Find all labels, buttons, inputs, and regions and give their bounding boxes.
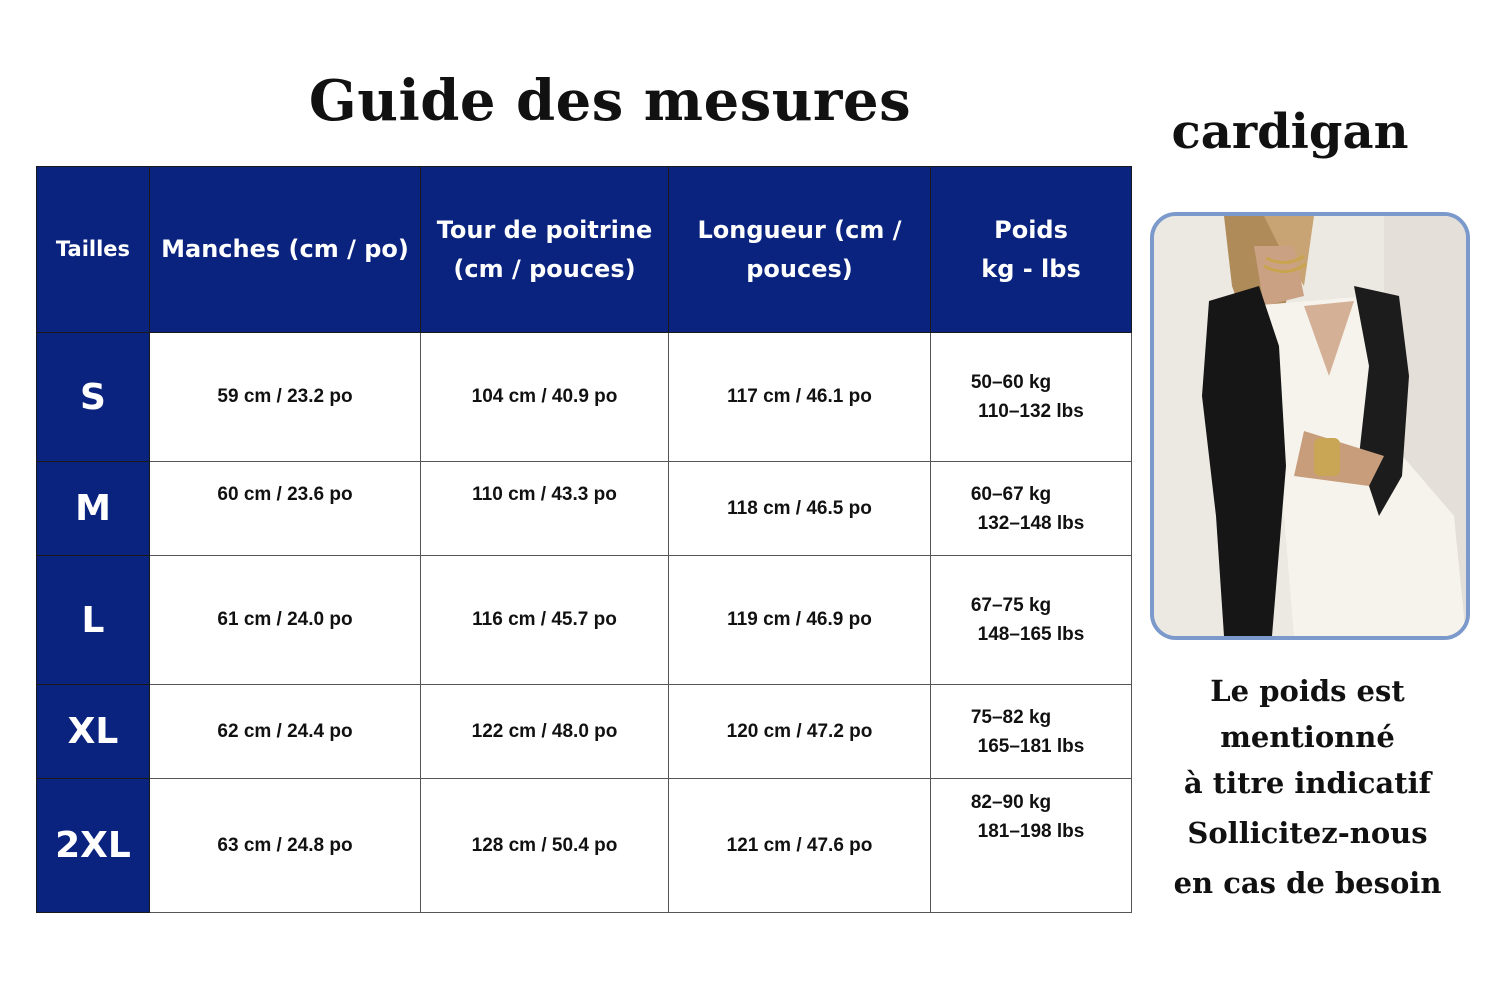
header-length-line1: Longueur (cm / — [697, 215, 902, 244]
length-cell: 121 cm / 47.6 po — [669, 779, 931, 913]
weight-lbs: 165–181 lbs — [977, 735, 1085, 757]
table-row — [37, 556, 1132, 685]
header-chest-line1: Tour de poitrine — [436, 215, 653, 244]
header-length-line2: pouces) — [746, 254, 853, 283]
weight-cell — [931, 333, 1132, 462]
weight-lbs: 181–198 lbs — [977, 821, 1085, 842]
length-cell: 120 cm / 47.2 po — [669, 685, 931, 779]
contact-note-line1: Sollicitez-nous — [1187, 816, 1428, 850]
weight-lbs: 132–148 lbs — [977, 512, 1085, 534]
contact-note — [1130, 808, 1485, 908]
weight-kg: 67–75 kg — [970, 595, 1052, 616]
weight-kg: 50–60 kg — [970, 372, 1052, 393]
chest-cell: 104 cm / 40.9 po — [421, 333, 669, 462]
size-cell: S — [37, 333, 150, 462]
model-illustration — [1154, 216, 1466, 636]
header-weight-line1: Poids — [994, 215, 1068, 244]
header-weight — [931, 167, 1132, 333]
sleeves-cell: 63 cm / 24.8 po — [150, 779, 421, 913]
product-name: cardigan — [1171, 104, 1409, 160]
table-header-row — [37, 167, 1132, 333]
chest-cell: 116 cm / 45.7 po — [421, 556, 669, 685]
size-table — [36, 166, 1132, 913]
header-length — [669, 167, 931, 333]
table-row — [37, 462, 1132, 556]
weight-cell — [931, 685, 1132, 779]
length-cell: 117 cm / 46.1 po — [669, 333, 931, 462]
weight-cell — [931, 556, 1132, 685]
page-title: Guide des mesures — [308, 68, 912, 134]
weight-lbs: 148–165 lbs — [977, 624, 1085, 645]
size-cell: XL — [37, 685, 150, 779]
weight-kg: 60–67 kg — [970, 483, 1052, 505]
size-cell: L — [37, 556, 150, 685]
weight-lbs: 110–132 lbs — [978, 401, 1084, 422]
size-cell: 2XL — [37, 779, 150, 913]
product-photo — [1150, 212, 1470, 640]
header-size: Tailles — [37, 167, 150, 333]
chest-cell: 122 cm / 48.0 po — [421, 685, 669, 779]
size-cell: M — [37, 462, 150, 556]
table-row — [37, 779, 1132, 913]
sleeves-cell: 61 cm / 24.0 po — [150, 556, 421, 685]
sleeves-cell: 62 cm / 24.4 po — [150, 685, 421, 779]
table-row — [37, 685, 1132, 779]
length-cell: 119 cm / 46.9 po — [669, 556, 931, 685]
chest-cell: 128 cm / 50.4 po — [421, 779, 669, 913]
header-sleeves: Manches (cm / po) — [150, 167, 421, 333]
weight-cell — [931, 462, 1132, 556]
sleeves-cell: 60 cm / 23.6 po — [150, 462, 421, 556]
table-row — [37, 333, 1132, 462]
weight-kg: 75–82 kg — [970, 706, 1052, 728]
sleeves-cell: 59 cm / 23.2 po — [150, 333, 421, 462]
weight-disclaimer-line1: Le poids est mentionné — [1210, 674, 1405, 754]
weight-disclaimer-line2: à titre indicatif — [1183, 766, 1432, 800]
header-weight-line2: kg - lbs — [981, 254, 1081, 283]
length-cell: 118 cm / 46.5 po — [669, 462, 931, 556]
header-chest — [421, 167, 669, 333]
contact-note-line2: en cas de besoin — [1173, 866, 1442, 900]
header-chest-line2: (cm / pouces) — [453, 254, 636, 283]
weight-disclaimer — [1130, 668, 1485, 806]
weight-cell — [931, 779, 1132, 913]
chest-cell: 110 cm / 43.3 po — [421, 462, 669, 556]
weight-kg: 82–90 kg — [970, 792, 1052, 813]
